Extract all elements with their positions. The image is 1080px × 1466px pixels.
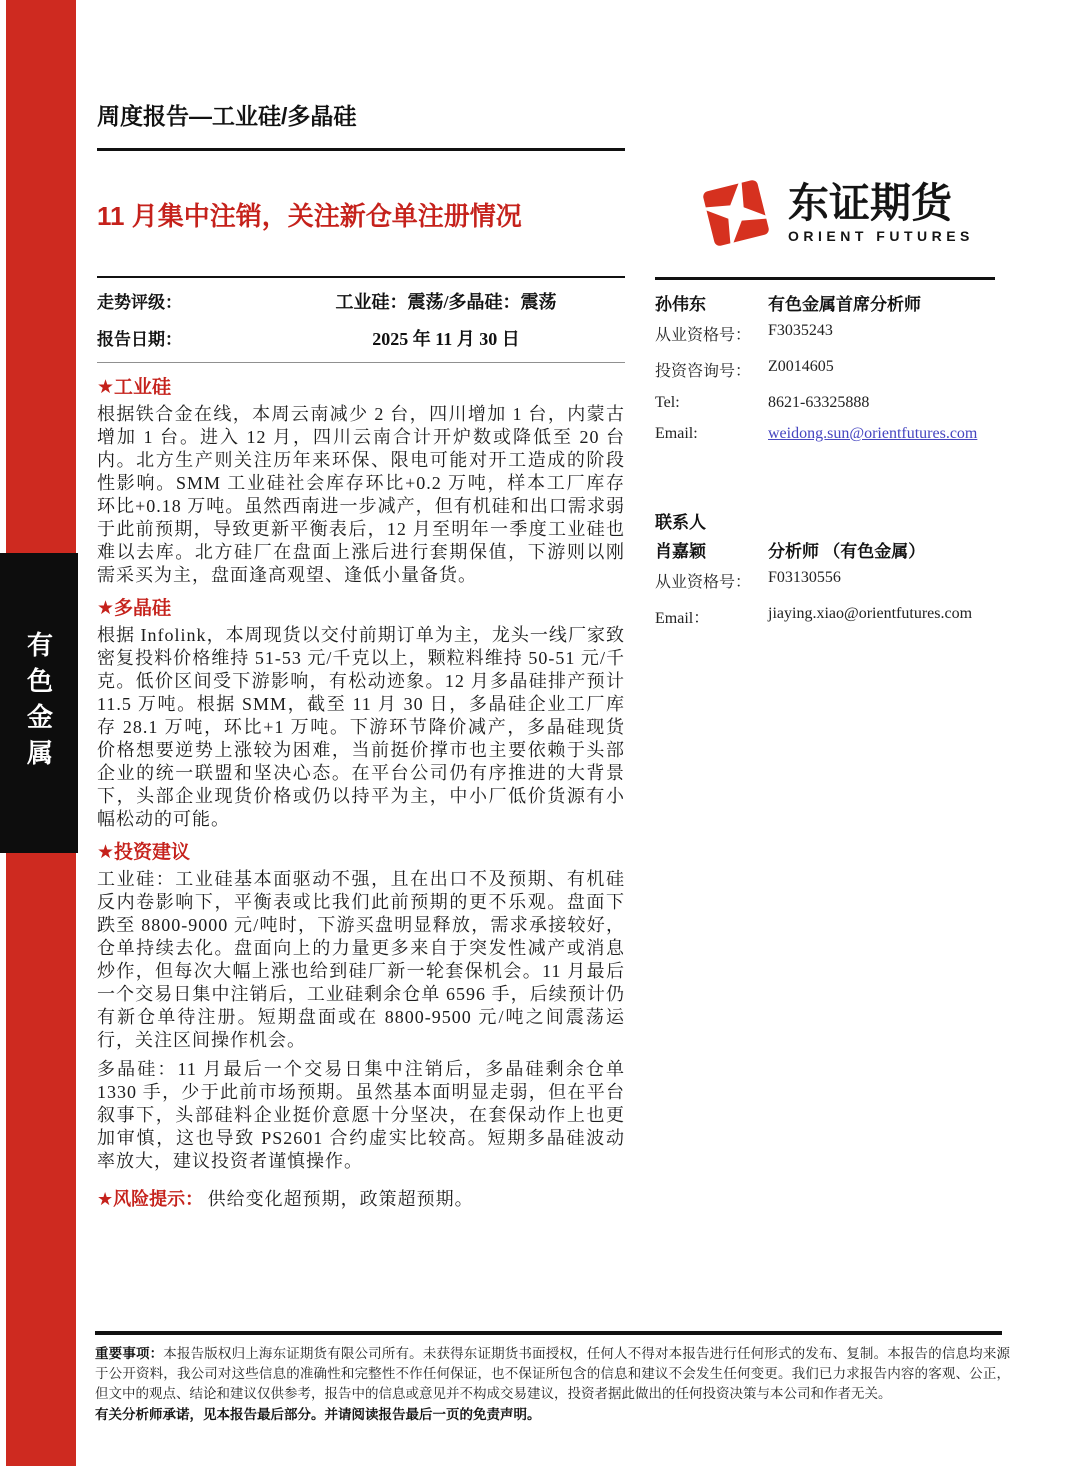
section-heading-investment-advice: ★投资建议 [97, 842, 191, 863]
analyst-title: 有色金属首席分析师 [768, 295, 921, 314]
advice-industrial-silicon-paragraph: 工业硅：工业硅基本面驱动不强，且在出口不及预期、有机硅反内卷影响下，平衡表或比我们此前预期的更不乐观。盘面下跌至 8800-9000 元/吨时，下游买盘明显释放，需求承接较好，仓单持续去化。盘面向上的力量更多来自于突发性减产或消息炒作，但每次大幅上涨也给到硅厂新一轮套保机会。11 月最后一个交易日集中注销后，工业硅剩余仓单 6596 手，后续预计仍有新仓单待注册。短期盘面或在 8800-9500 元/吨之间震荡运行，关注区间操作机会。 [97, 869, 625, 1050]
contact-qualification-label: 从业资格号： [655, 574, 752, 591]
chief-analyst-header [655, 290, 1010, 315]
contact-section-heading: 联系人 [655, 513, 706, 532]
header-divider [97, 148, 625, 151]
orient-futures-pinwheel-icon [696, 173, 776, 253]
title-divider [97, 276, 625, 278]
contact-qualification-value: F03130556 [768, 569, 841, 586]
sidebar-category-block [0, 553, 78, 853]
spacer [655, 456, 1010, 508]
contact-person-header [655, 537, 1010, 562]
risk-warning-label: ★风险提示： [97, 1189, 204, 1209]
logo-text [788, 182, 974, 243]
rating-label: 走势评级： [97, 293, 182, 312]
polysilicon-paragraph: 根据 Infolink，本周现货以交付前期订单为主，龙头一线厂家致密复投料价格维持 51-53 元/千克以上，颗粒料维持 50-51 元/千克。低价区间受下游影响，有松动迹象。12 月多晶硅排产预计 11.5 万吨。根据 SMM，截至 11 月 30 日，多晶硅企业工厂库存 28.1 万吨，环比+1 万吨。下游环节降价减产，多晶硅现货价格想要逆势上涨较为困难，当前挺价撑市也主要依赖于头部企业的统一联盟和坚决心态。在平台公司仍有序推进的大背景下，头部企业现货价格或仍以持平为主，中小厂低价货源有小幅松动的可能。 [97, 625, 625, 829]
table-row [97, 288, 625, 325]
logo-name-en: ORIENT FUTURES [788, 227, 974, 244]
report-title: 11 月集中注销，关注新仓单注册情况 [97, 201, 522, 231]
footer-disclaimer-text: 本报告版权归上海东证期货有限公司所有。未获得东证期货书面授权，任何人不得对本报告进行任何形式的发布、复制。本报告的信息均来源于公开资料，我公司对这些信息的准确性和完整性不作任何保证，也不保证所包含的信息和建议不会发生任何变更。我们已力求报告内容的客观、公正，但文中的观点、结论和建议仅供参考，报告中的信息或意见并不构成交易建议，投资者据此做出的任何投资决策与本公司和作者无关。 [95, 1346, 1010, 1401]
analyst-name: 孙伟东 [655, 295, 706, 314]
email-label: Email: [655, 425, 698, 442]
report-date-label: 报告日期： [97, 330, 182, 349]
industrial-silicon-paragraph: 根据铁合金在线，本周云南减少 2 台，四川增加 1 台，内蒙古增加 1 台。进入 12 月，四川云南合计开炉数或降低至 20 台内。北方生产则关注历年来环保、限电可能对开工造成的阶段性影响。SMM 工业硅社会库存环比+0.2 万吨，样本工厂库存环比+0.18 万吨。虽然西南进一步减产，但有机硅和出口需求弱于此前预期，导致更新平衡表后，12 月至明年一季度工业硅也难以去库。北方硅厂在盘面上涨后进行套期保值，下游则以刚需采买为主，盘面逢高观望、逢低小量备货。 [97, 404, 625, 585]
footer-important-label: 重要事项： [95, 1346, 164, 1361]
meta-table [97, 288, 625, 362]
risk-warning-text: 供给变化超预期，政策超预期。 [207, 1189, 474, 1209]
table-bottom-divider [97, 362, 625, 363]
qualification-label: 从业资格号： [655, 327, 752, 344]
analyst-tel-row [655, 394, 1010, 412]
qualification-value: F3035243 [768, 322, 833, 339]
analyst-consulting-row [655, 358, 1010, 381]
analyst-email-row [655, 425, 1010, 443]
company-logo [696, 168, 996, 258]
table-row [97, 325, 625, 362]
contact-name: 肖嘉颖 [655, 542, 706, 561]
contact-title: 分析师 （有色金属） [768, 542, 926, 561]
consulting-label: 投资咨询号： [655, 363, 752, 380]
logo-name-cn: 东证期货 [788, 180, 952, 227]
section-heading-polysilicon: ★多晶硅 [97, 598, 172, 619]
sidebar-category-label: 有色金属 [23, 631, 54, 775]
contact-email-value: jiaying.xiao@orientfutures.com [768, 605, 973, 622]
tel-label: Tel: [655, 394, 680, 411]
contact-qualification-row [655, 569, 1010, 592]
footer-disclaimer-block [95, 1344, 1010, 1425]
footer-analyst-note: 有关分析师承诺，见本报告最后部分。并请阅读报告最后一页的免责声明。 [95, 1407, 541, 1422]
risk-warning-line [97, 1187, 625, 1211]
analyst-panel [655, 290, 1010, 641]
section-heading-industrial-silicon: ★工业硅 [97, 377, 172, 398]
advice-polysilicon-paragraph: 多晶硅：11 月最后一个交易日集中注销后，多晶硅剩余仓单 1330 手，少于此前市场预期。虽然基本面明显走弱，但在平台叙事下，头部硅料企业挺价意愿十分坚决，在套保动作上也更加审慎，这也导致 PS2601 合约虚实比较高。短期多晶硅波动率放大，建议投资者谨慎操作。 [97, 1059, 625, 1171]
rating-value: 工业硅：震荡/多晶硅：震荡 [335, 292, 557, 312]
analyst-email-link[interactable]: weidong.sun@orientfutures.com [768, 425, 978, 442]
report-type-heading: 周度报告—工业硅/多晶硅 [97, 103, 357, 129]
report-date-value: 2025 年 11 月 30 日 [372, 329, 520, 349]
contact-email-label: Email： [655, 610, 710, 627]
analyst-qualification-row [655, 322, 1010, 345]
footer-divider [95, 1331, 1002, 1335]
contact-email-row [655, 605, 1010, 628]
report-body [97, 366, 625, 1211]
analyst-block-divider [655, 277, 995, 280]
tel-value: 8621-63325888 [768, 394, 870, 411]
consulting-value: Z0014605 [768, 358, 834, 375]
footer-disclaimer [95, 1344, 1010, 1404]
